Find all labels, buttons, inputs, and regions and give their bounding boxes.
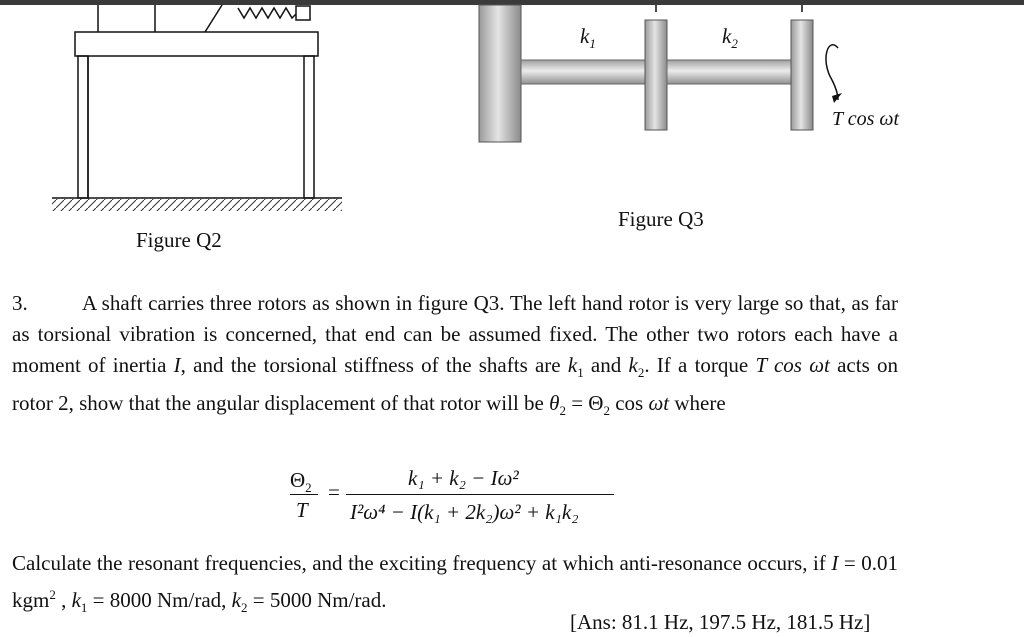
eq-lhs-numerator: $\Theta_2$ bbox=[290, 468, 312, 496]
label-k2: $k_2$ bbox=[722, 24, 738, 52]
q2-leg-right bbox=[304, 56, 314, 198]
spring-icon bbox=[238, 8, 296, 18]
eq-lhs-fraction-bar bbox=[290, 494, 318, 495]
q2-damper bbox=[296, 6, 310, 20]
torque-arrow-icon bbox=[826, 45, 838, 100]
q2-table-top bbox=[75, 32, 318, 56]
question-paragraph: 3. A shaft carries three rotors as shown in figure Q3. The left hand rotor is very large so that, as far as torsional vibration is concerned, that end can be assumed fixed. The other two rotors each have a moment of inertia I, and the torsional stiffness of the shafts are $k_1$ and $k_2$. If a torque T cos ωt acts on rotor 2, show that the angular displacement of that rotor will be $\theta_2 = \Theta_2$ cos ωt where bbox=[12, 288, 898, 426]
eq-sign: = bbox=[328, 480, 340, 504]
eq-rhs-denominator: I²ω⁴ − I(k₁ + 2k₂)ω² + k₁k₂ bbox=[350, 500, 579, 524]
label-k1: $k_1$ bbox=[580, 24, 596, 52]
label-torque: T cos ωt bbox=[832, 108, 900, 130]
rotor-2 bbox=[791, 20, 813, 130]
figure-q2 bbox=[52, 5, 342, 198]
q2-leg-left bbox=[78, 56, 88, 198]
figure-q3-caption: Figure Q3 bbox=[618, 207, 704, 231]
arrow-head-icon bbox=[832, 93, 842, 103]
eq-lhs-denominator: T bbox=[296, 498, 308, 522]
rotor-1 bbox=[645, 20, 667, 130]
displayed-equation bbox=[290, 462, 630, 532]
shaft-k2 bbox=[667, 60, 791, 84]
answer-text: [Ans: 81.1 Hz, 197.5 Hz, 181.5 Hz] bbox=[570, 610, 871, 634]
q2-diagonal bbox=[205, 5, 222, 32]
figure-q3 bbox=[479, 5, 842, 142]
ground-hatch bbox=[52, 199, 342, 211]
eq-rhs-numerator: k₁ + k₂ − Iω² bbox=[408, 466, 519, 490]
calculation-paragraph: Calculate the resonant frequencies, and the exciting frequency at which anti-resonance occurs, if I = 0.01 kgm$^2$ , $k_1 = 8000$ Nm/rad, $k_2 = 5000$ Nm/rad. bbox=[12, 551, 899, 616]
shaft-k1 bbox=[521, 60, 645, 84]
eq-rhs-fraction-bar bbox=[346, 494, 614, 495]
question-number: 3. bbox=[12, 291, 28, 315]
figure-q2-caption: Figure Q2 bbox=[136, 228, 222, 252]
rotor-fixed bbox=[479, 5, 521, 142]
